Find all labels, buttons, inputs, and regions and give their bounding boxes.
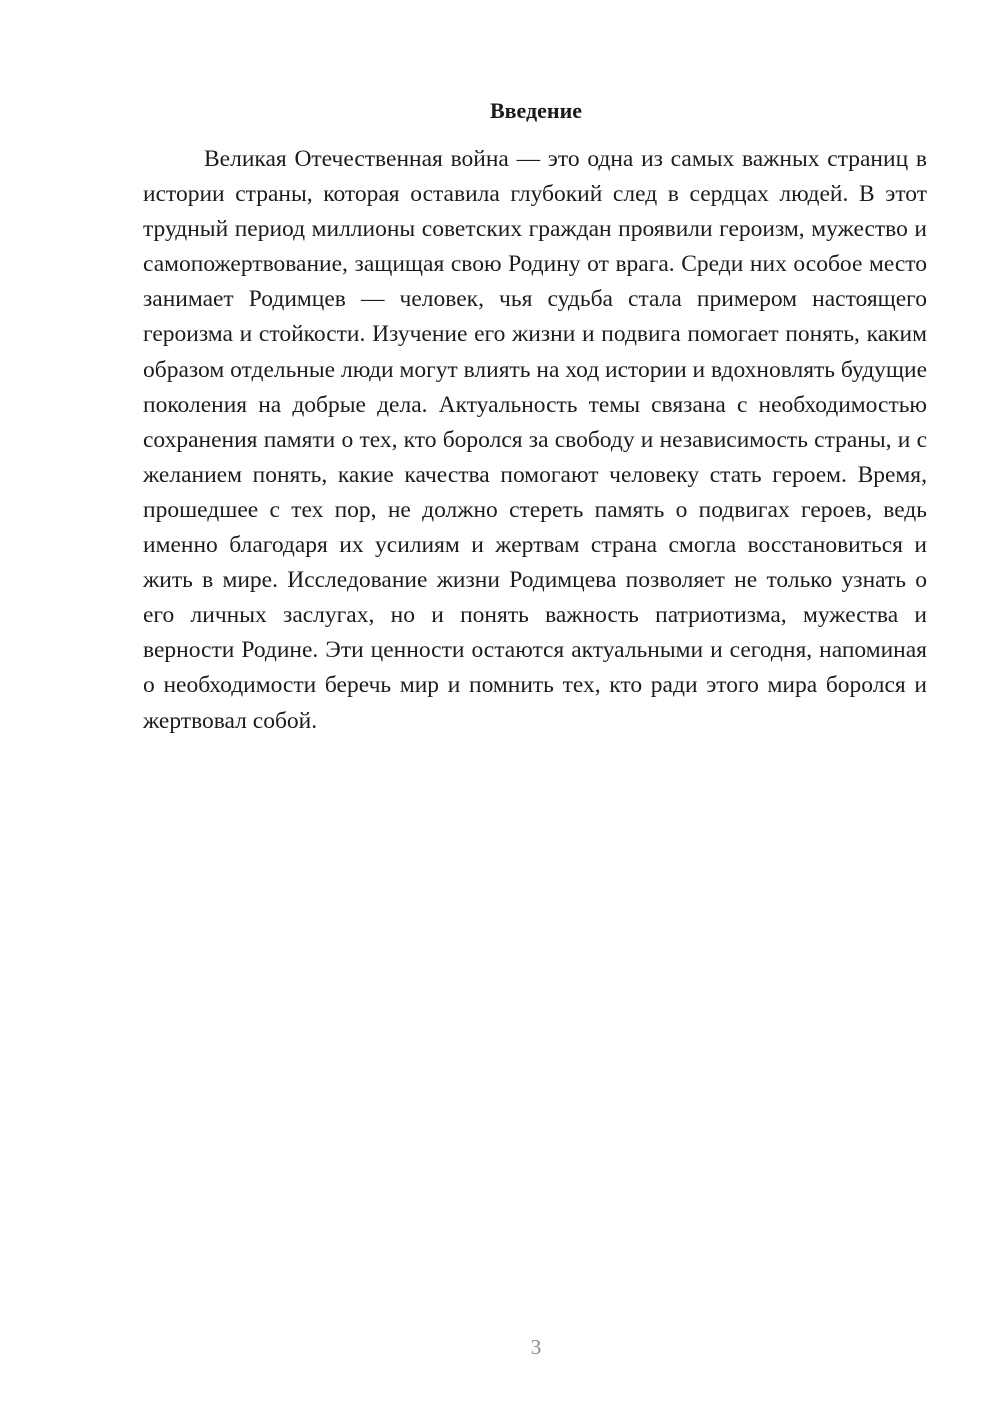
introduction-paragraph: Великая Отечественная война — это одна из самых важных страниц в истории страны, которая оставила глубокий след в сердцах людей. В этот трудный период миллионы советских граждан проявили героизм, мужество и самопожертвование, защищая свою Родину от врага. Среди них особое место занимает Родимцев — человек, чья судьба стала примером настоящего героизма и стойкости. Изучение его жизни и подвига помогает понять, каким образом отдельные люди могут влиять на ход истории и вдохновлять будущие поколения на добрые дела. Актуальность темы связана с необходимостью сохранения памяти о тех, кто боролся за свободу и независимость страны, и с желанием понять, какие качества помогают человеку стать героем. Время, прошедшее с тех пор, не должно стереть память о подвигах героев, ведь именно благодаря их усилиям и жертвам страна смогла восстановиться и жить в мире. Исследование жизни Родимцева позволяет не только узнать о его личных заслугах, но и понять важность патриотизма, мужества и верности Родине. Эти ценности остаются актуальными и сегодня, напоминая о необходимости беречь мир и помнить тех, кто ради этого мира боролся и жертвовал собой. <box>143 146 928 734</box>
page-number: 3 <box>530 1335 542 1359</box>
section-title: Введение <box>489 98 583 123</box>
